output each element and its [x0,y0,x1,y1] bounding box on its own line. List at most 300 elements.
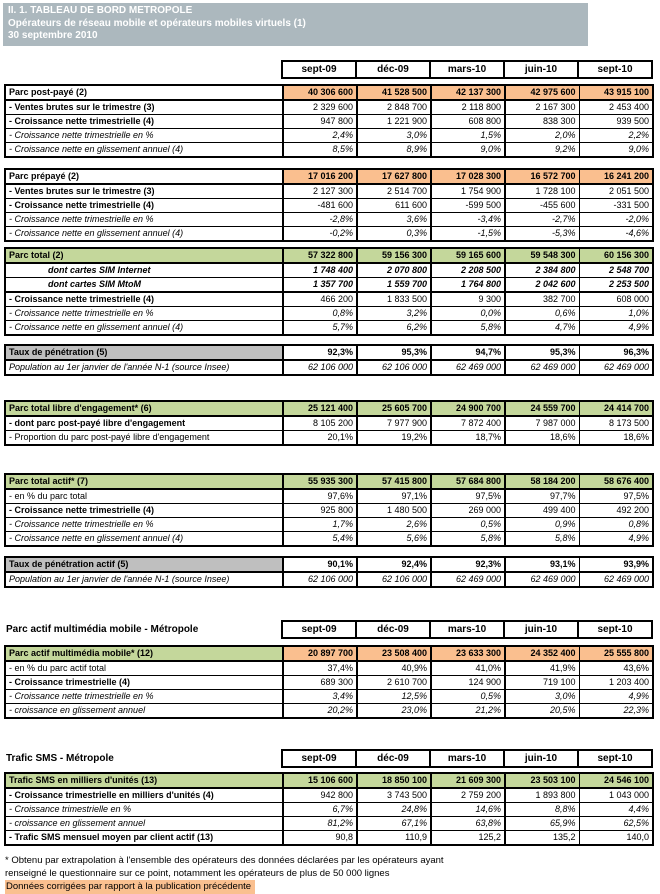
value-cell: 3,2% [357,306,431,320]
value-cell: 0,3% [357,226,431,241]
table-row [5,661,653,676]
months-header [4,749,653,768]
table-row [5,675,653,689]
value-cell: -331 500 [579,198,653,212]
row-label: - Croissance nette trimestrielle en % [5,517,283,531]
value-cell: 24 900 700 [431,401,505,416]
table-row [5,474,653,489]
value-cell: 92,3% [431,557,505,572]
table-row [5,306,653,320]
block-parc-total [4,247,654,336]
row-label: - croissance en glissement annuel [5,703,283,718]
table-row [5,503,653,517]
value-cell: 40 306 600 [283,85,357,100]
value-cell: 9 300 [431,292,505,307]
value-cell: 22,3% [579,703,653,718]
row-label: - Croissance nette trimestrielle (4) [5,198,283,212]
table-row [5,198,653,212]
value-cell: -2,8% [283,212,357,226]
value-cell: 0,0% [431,306,505,320]
value-cell: 24 559 700 [505,401,579,416]
value-cell: 62 469 000 [431,572,505,587]
value-cell: 2 127 300 [283,184,357,199]
value-cell: 12,5% [357,689,431,703]
value-cell: 59 165 600 [431,248,505,263]
row-label: - Croissance nette en glissement annuel (4) [5,531,283,546]
value-cell: -599 500 [431,198,505,212]
table-row [5,416,653,431]
value-cell: 90,1% [283,557,357,572]
row-label: - Trafic SMS mensuel moyen par client actif (13) [5,830,283,845]
value-cell: 58 184 200 [505,474,579,489]
value-cell: 96,3% [579,345,653,360]
row-label: Parc post-payé (2) [5,85,283,100]
value-cell: 14,6% [431,802,505,816]
row-label: Parc actif multimédia mobile* (12) [5,646,283,661]
value-cell: 58 676 400 [579,474,653,489]
value-cell: 18,6% [579,430,653,445]
value-cell: 925 800 [283,503,357,517]
value-cell: 2 453 400 [579,100,653,115]
value-cell: 57 684 800 [431,474,505,489]
value-cell: 95,3% [357,345,431,360]
table-row [5,773,653,788]
value-cell: 62 106 000 [357,572,431,587]
value-cell: 17 016 200 [283,169,357,184]
row-label: - Croissance nette en glissement annuel (4) [5,226,283,241]
value-cell: 97,7% [505,489,579,504]
footnotes [5,854,660,894]
value-cell: 67,1% [357,816,431,830]
value-cell: 5,8% [505,531,579,546]
row-label: Parc total actif* (7) [5,474,283,489]
value-cell: -0,2% [283,226,357,241]
value-cell: 2 070 800 [357,263,431,278]
row-label: Trafic SMS en milliers d'unités (13) [5,773,283,788]
value-cell: 0,8% [283,306,357,320]
value-cell: 97,5% [579,489,653,504]
value-cell: 25 555 800 [579,646,653,661]
value-cell: 95,3% [505,345,579,360]
row-label: - Proportion du parc post-payé libre d'engagement [5,430,283,445]
value-cell: 97,6% [283,489,357,504]
value-cell: 2 051 500 [579,184,653,199]
value-cell: -5,3% [505,226,579,241]
value-cell: 62 469 000 [505,360,579,375]
table-row [5,489,653,504]
table-row [5,430,653,445]
value-cell: 2 759 200 [431,788,505,803]
value-cell: 42 137 300 [431,85,505,100]
value-cell: 838 300 [505,114,579,128]
value-cell: 17 028 300 [431,169,505,184]
table-row [5,830,653,845]
value-cell: 18,7% [431,430,505,445]
value-cell: 2 848 700 [357,100,431,115]
value-cell: 5,8% [431,531,505,546]
value-cell: 7 977 900 [357,416,431,431]
table-row [5,689,653,703]
value-cell: 1 221 900 [357,114,431,128]
section-title: Parc actif multimédia mobile - Métropole [6,623,199,635]
value-cell: 59 548 300 [505,248,579,263]
value-cell: 5,4% [283,531,357,546]
value-cell: 43 915 100 [579,85,653,100]
value-cell: 92,4% [357,557,431,572]
value-cell: 57 415 800 [357,474,431,489]
row-label: - Croissance nette trimestrielle en % [5,306,283,320]
value-cell: 18 850 100 [357,773,431,788]
value-cell: 5,7% [283,320,357,335]
value-cell: 9,0% [431,142,505,157]
table-row [5,646,653,661]
value-cell: 3 743 500 [357,788,431,803]
value-cell: 1,7% [283,517,357,531]
value-cell: 59 156 300 [357,248,431,263]
value-cell: 62 106 000 [283,572,357,587]
report-page [0,3,660,892]
value-cell: 611 600 [357,198,431,212]
row-label: - Croissance nette en glissement annuel (4) [5,320,283,335]
value-cell: 0,6% [505,306,579,320]
value-cell: 60 156 300 [579,248,653,263]
value-cell: 25 121 400 [283,401,357,416]
value-cell: 65,9% [505,816,579,830]
block-parc-post-paye [4,84,654,158]
block-parc-actif-multimedia [4,645,654,719]
value-cell: 2 548 700 [579,263,653,278]
value-cell: 25 605 700 [357,401,431,416]
footnote-line [5,880,660,894]
value-cell: 21 609 300 [431,773,505,788]
row-label: - Croissance trimestrielle en milliers d'unités (4) [5,788,283,803]
value-cell: 9,0% [579,142,653,157]
column-header: sept-10 [578,750,652,767]
table-row [5,100,653,115]
value-cell: 2 042 600 [505,277,579,292]
table-row [5,517,653,531]
value-cell: 135,2 [505,830,579,845]
block-taux-penetration-actif [4,556,654,588]
table-row [5,360,653,375]
column-header: mars-10 [430,61,504,78]
block-parc-prepaye [4,168,654,242]
block-parc-libre-engagement [4,400,654,446]
value-cell: 63,8% [431,816,505,830]
value-cell: 719 100 [505,675,579,689]
table-row [5,169,653,184]
value-cell: 20 897 700 [283,646,357,661]
value-cell: 492 200 [579,503,653,517]
table-sections [0,60,660,846]
row-label: dont cartes SIM Internet [5,263,283,278]
column-header: sept-09 [282,621,356,638]
row-label: Parc total libre d'engagement* (6) [5,401,283,416]
value-cell: 23 503 100 [505,773,579,788]
column-header: sept-10 [578,621,652,638]
column-header: sept-10 [578,61,652,78]
footnote-text: renseigné le questionnaire sur ce point, notamment les opérateurs de plus de 50 000 lignes [5,867,390,879]
value-cell: 37,4% [283,661,357,676]
value-cell: 4,9% [579,320,653,335]
row-label: - Ventes brutes sur le trimestre (3) [5,100,283,115]
value-cell: 62 469 000 [579,572,653,587]
value-cell: 24 352 400 [505,646,579,661]
row-label: - dont parc post-payé libre d'engagement [5,416,283,431]
value-cell: 1 893 800 [505,788,579,803]
row-label: - en % du parc actif total [5,661,283,676]
value-cell: 81,2% [283,816,357,830]
value-cell: 6,2% [357,320,431,335]
value-cell: 0,9% [505,517,579,531]
value-cell: 2 384 800 [505,263,579,278]
row-label: - en % du parc total [5,489,283,504]
value-cell: 92,3% [283,345,357,360]
value-cell: -1,5% [431,226,505,241]
value-cell: 939 500 [579,114,653,128]
footnote-highlighted: Données corrigées par rapport à la publication précédente [5,880,255,894]
months-header [4,620,653,639]
value-cell: 2 514 700 [357,184,431,199]
value-cell: 2,4% [283,128,357,142]
value-cell: 8 173 500 [579,416,653,431]
value-cell: 21,2% [431,703,505,718]
value-cell: 1,5% [431,128,505,142]
value-cell: 24,8% [357,802,431,816]
value-cell: 1 357 700 [283,277,357,292]
value-cell: 140,0 [579,830,653,845]
column-header: déc-09 [356,621,430,638]
row-label: Taux de pénétration actif (5) [5,557,283,572]
block-taux-penetration [4,344,654,376]
value-cell: 2,0% [505,128,579,142]
value-cell: 499 400 [505,503,579,517]
table-row [5,531,653,546]
value-cell: 15 106 600 [283,773,357,788]
value-cell: -455 600 [505,198,579,212]
value-cell: 466 200 [283,292,357,307]
value-cell: 43,6% [579,661,653,676]
column-header: juin-10 [504,621,578,638]
value-cell: 1 728 100 [505,184,579,199]
report-header [3,3,588,46]
value-cell: 1,0% [579,306,653,320]
row-label: - Ventes brutes sur le trimestre (3) [5,184,283,199]
report-title: II. 1. TABLEAU DE BORD METROPOLE [8,5,193,16]
value-cell: 18,6% [505,430,579,445]
value-cell: 41,9% [505,661,579,676]
value-cell: 608 800 [431,114,505,128]
months-header [4,60,653,79]
column-header: déc-09 [356,750,430,767]
value-cell: 4,7% [505,320,579,335]
value-cell: 2,2% [579,128,653,142]
value-cell: 124 900 [431,675,505,689]
value-cell: 97,1% [357,489,431,504]
value-cell: 2 253 500 [579,277,653,292]
block-parc-total-actif [4,473,654,547]
value-cell: 1 559 700 [357,277,431,292]
value-cell: 24 546 100 [579,773,653,788]
report-date: 30 septembre 2010 [8,30,98,41]
value-cell: 0,5% [431,517,505,531]
table-row [5,292,653,307]
value-cell: 23 508 400 [357,646,431,661]
footnote-line [5,867,660,880]
value-cell: 125,2 [431,830,505,845]
value-cell: 608 000 [579,292,653,307]
value-cell: 16 241 200 [579,169,653,184]
value-cell: 2 610 700 [357,675,431,689]
column-header: juin-10 [504,750,578,767]
value-cell: 97,5% [431,489,505,504]
value-cell: 23,0% [357,703,431,718]
row-label: Taux de pénétration (5) [5,345,283,360]
value-cell: 7 872 400 [431,416,505,431]
value-cell: 3,0% [357,128,431,142]
value-cell: -481 600 [283,198,357,212]
value-cell: 62 106 000 [357,360,431,375]
value-cell: 41,0% [431,661,505,676]
value-cell: 62 469 000 [505,572,579,587]
section-title: Trafic SMS - Métropole [6,752,114,764]
row-label: Population au 1er janvier de l'année N-1 (source Insee) [5,572,283,587]
value-cell: 3,4% [283,689,357,703]
value-cell: 4,9% [579,689,653,703]
row-label: Parc total (2) [5,248,283,263]
row-label: - croissance en glissement annuel [5,816,283,830]
table-row [5,345,653,360]
column-header: déc-09 [356,61,430,78]
value-cell: 1 764 800 [431,277,505,292]
value-cell: 57 322 800 [283,248,357,263]
table-row [5,114,653,128]
value-cell: 0,5% [431,689,505,703]
value-cell: 42 975 600 [505,85,579,100]
column-header: juin-10 [504,61,578,78]
table-row [5,85,653,100]
value-cell: 7 987 000 [505,416,579,431]
value-cell: 269 000 [431,503,505,517]
row-label: - Croissance nette trimestrielle en % [5,212,283,226]
value-cell: 2 329 600 [283,100,357,115]
table-row [5,572,653,587]
table-row [5,320,653,335]
value-cell: 6,7% [283,802,357,816]
value-cell: 1 754 900 [431,184,505,199]
value-cell: 40,9% [357,661,431,676]
value-cell: 20,1% [283,430,357,445]
value-cell: 1 043 000 [579,788,653,803]
value-cell: 942 800 [283,788,357,803]
value-cell: 19,2% [357,430,431,445]
table-row [5,184,653,199]
block-trafic-sms [4,772,654,846]
value-cell: 382 700 [505,292,579,307]
value-cell: 2 208 500 [431,263,505,278]
row-label: Parc prépayé (2) [5,169,283,184]
value-cell: 8 105 200 [283,416,357,431]
table-row [5,128,653,142]
footnote-text: * Obtenu par extrapolation à l'ensemble des opérateurs des données déclarées par les opérateurs ayant [5,854,444,866]
column-header: sept-09 [282,750,356,767]
value-cell: 3,0% [505,689,579,703]
row-label: - Croissance trimestrielle en % [5,802,283,816]
table-row [5,788,653,803]
table-row [5,802,653,816]
table-row [5,277,653,292]
value-cell: 3,6% [357,212,431,226]
row-label: - Croissance nette trimestrielle en % [5,689,283,703]
value-cell: -2,7% [505,212,579,226]
value-cell: 1 480 500 [357,503,431,517]
value-cell: 5,8% [431,320,505,335]
column-header: sept-09 [282,61,356,78]
value-cell: 0,8% [579,517,653,531]
value-cell: 689 300 [283,675,357,689]
value-cell: 20,5% [505,703,579,718]
row-label: dont cartes SIM MtoM [5,277,283,292]
value-cell: 62,5% [579,816,653,830]
row-label: - Croissance nette trimestrielle (4) [5,292,283,307]
table-row [5,703,653,718]
value-cell: 41 528 500 [357,85,431,100]
table-row [5,248,653,263]
value-cell: 94,7% [431,345,505,360]
value-cell: 23 633 300 [431,646,505,661]
row-label: - Croissance nette en glissement annuel (4) [5,142,283,157]
table-row [5,816,653,830]
value-cell: 4,9% [579,531,653,546]
value-cell: 1 748 400 [283,263,357,278]
value-cell: 62 469 000 [431,360,505,375]
value-cell: 93,1% [505,557,579,572]
value-cell: 62 469 000 [579,360,653,375]
table-row [5,142,653,157]
table-row [5,401,653,416]
row-label: - Croissance nette trimestrielle (4) [5,114,283,128]
value-cell: -2,0% [579,212,653,226]
value-cell: 1 833 500 [357,292,431,307]
value-cell: 8,8% [505,802,579,816]
table-row [5,212,653,226]
value-cell: 1 203 400 [579,675,653,689]
value-cell: 90,8 [283,830,357,845]
value-cell: -4,6% [579,226,653,241]
value-cell: 20,2% [283,703,357,718]
row-label: Population au 1er janvier de l'année N-1 (source Insee) [5,360,283,375]
value-cell: 947 800 [283,114,357,128]
value-cell: 8,5% [283,142,357,157]
value-cell: 2 167 300 [505,100,579,115]
section-title [4,61,282,78]
value-cell: 24 414 700 [579,401,653,416]
value-cell: 4,4% [579,802,653,816]
value-cell: -3,4% [431,212,505,226]
value-cell: 93,9% [579,557,653,572]
value-cell: 2,6% [357,517,431,531]
row-label: - Croissance nette trimestrielle en % [5,128,283,142]
value-cell: 5,6% [357,531,431,546]
table-row [5,557,653,572]
value-cell: 62 106 000 [283,360,357,375]
value-cell: 8,9% [357,142,431,157]
table-row [5,263,653,278]
value-cell: 55 935 300 [283,474,357,489]
value-cell: 110,9 [357,830,431,845]
value-cell: 17 627 800 [357,169,431,184]
row-label: - Croissance trimestrielle (4) [5,675,283,689]
